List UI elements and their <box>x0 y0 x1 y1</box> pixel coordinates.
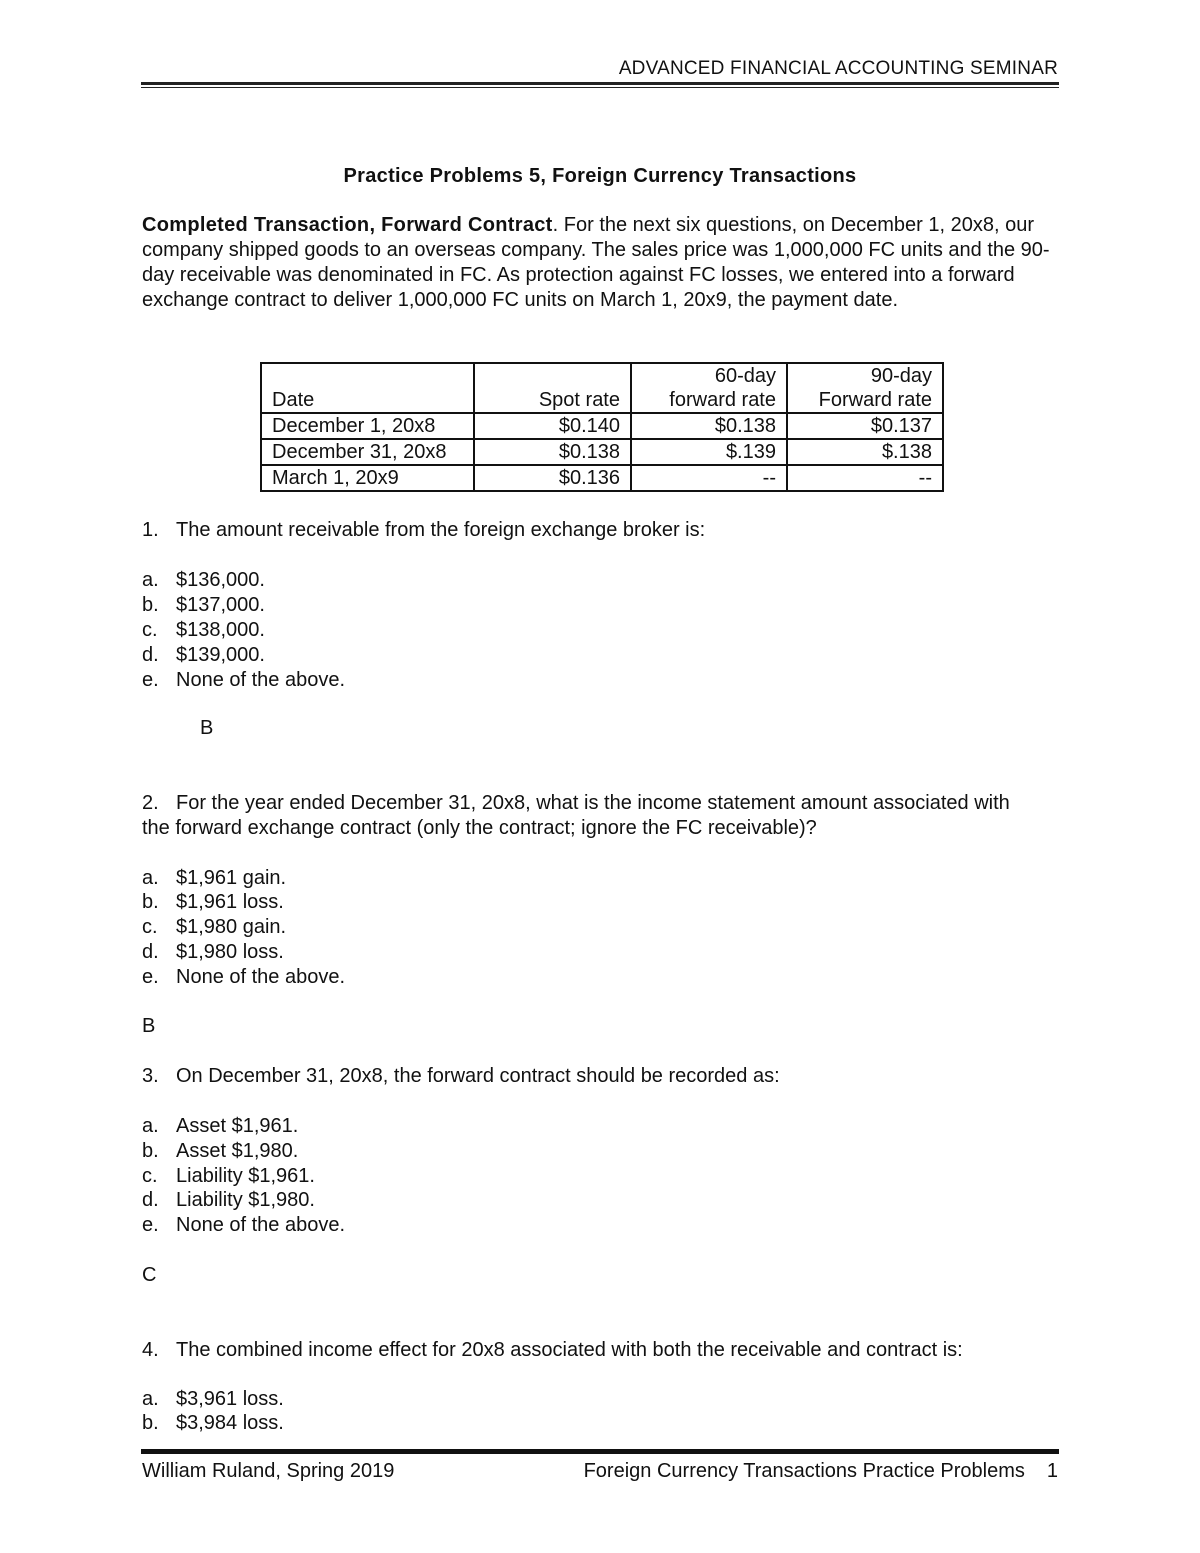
cell-spot: $0.138 <box>474 439 631 465</box>
option-text: Asset $1,961. <box>176 1115 299 1137</box>
cell-fwd60: -- <box>631 465 787 491</box>
question-text: On December 31, 20x8, the forward contract should be recorded as: <box>176 1065 780 1087</box>
option-text: None of the above. <box>176 669 346 691</box>
question-number: 3. <box>142 1065 159 1087</box>
option-text: $138,000. <box>176 619 265 641</box>
option-label: c. <box>142 1165 158 1187</box>
option-text: $139,000. <box>176 644 265 666</box>
option <box>142 866 286 891</box>
option-label: e. <box>142 669 159 691</box>
header-60-day-bottom: forward rate <box>669 389 776 411</box>
cell-fwd60: $0.138 <box>631 413 787 439</box>
cell-fwd90: -- <box>787 465 943 491</box>
option-text: $136,000. <box>176 569 265 591</box>
question-number: 4. <box>142 1339 159 1361</box>
answer: B <box>200 717 214 739</box>
header-60-day-top: 60-day <box>714 365 776 387</box>
intro-text: . For the next six questions, on December 1, 20x8, our company shipped goods to an overseas company. The sales price was 1,000,000 FC units and the 90-day receivable was denominated in FC. As protection against FC losses, we entered into a forward exchange contract to deliver 1,000,000 FC units on March 1, 20x9, the payment date. <box>142 214 1050 311</box>
exchange-rate-table <box>260 362 944 492</box>
question-3 <box>142 1064 780 1089</box>
option-text: Liability $1,961. <box>176 1165 315 1187</box>
option-label: d. <box>142 1189 159 1211</box>
option-label: a. <box>142 1388 159 1410</box>
option-label: e. <box>142 966 159 988</box>
cell-date: March 1, 20x9 <box>261 465 474 491</box>
question-text: The amount receivable from the foreign exchange broker is: <box>176 519 706 541</box>
option <box>142 1139 298 1164</box>
page-title: Practice Problems 5, Foreign Currency Transactions <box>343 165 857 187</box>
question-1 <box>142 518 705 543</box>
option-label: b. <box>142 891 159 913</box>
option <box>142 965 345 990</box>
cell-fwd90: $.138 <box>787 439 943 465</box>
option-text: $1,961 gain. <box>176 867 287 889</box>
option <box>142 1387 284 1412</box>
cell-spot: $0.140 <box>474 413 631 439</box>
footer-rule <box>141 1449 1059 1454</box>
option-label: d. <box>142 644 159 666</box>
page-number: 1 <box>1046 1460 1058 1482</box>
header-90-day-top: 90-day <box>870 365 932 387</box>
option-label: e. <box>142 1214 159 1236</box>
footer-author: William Ruland, Spring 2019 <box>142 1460 395 1482</box>
question-text: The combined income effect for 20x8 associated with both the receivable and contract is: <box>176 1339 963 1361</box>
footer-doc-title: Foreign Currency Transactions Practice Problems <box>583 1460 1025 1482</box>
option-text: $3,961 loss. <box>176 1388 284 1410</box>
cell-date: December 31, 20x8 <box>261 439 474 465</box>
intro-heading: Completed Transaction, Forward Contract <box>142 214 553 236</box>
cell-fwd60: $.139 <box>631 439 787 465</box>
answer: B <box>142 1015 156 1037</box>
header-90-day-rate <box>787 363 943 413</box>
question-4 <box>142 1338 963 1363</box>
option-label: c. <box>142 916 158 938</box>
option <box>142 1411 284 1436</box>
option-text: $137,000. <box>176 594 265 616</box>
question-number: 2. <box>142 792 159 814</box>
cell-fwd90: $0.137 <box>787 413 943 439</box>
table-row <box>261 465 943 491</box>
header-rule <box>141 82 1059 85</box>
answer: C <box>142 1264 157 1286</box>
option-label: a. <box>142 867 159 889</box>
footer-right <box>584 1460 1058 1483</box>
option-text: $1,980 loss. <box>176 941 284 963</box>
option-text: Asset $1,980. <box>176 1140 299 1162</box>
question-text: For the year ended December 31, 20x8, what is the income statement amount associated with the forward exchange contract (only the contract; ignore the FC receivable)? <box>142 792 1010 839</box>
option-text: None of the above. <box>176 966 346 988</box>
header-90-day-bottom: Forward rate <box>818 389 932 411</box>
option <box>142 668 345 693</box>
option <box>142 1114 298 1139</box>
option <box>142 593 265 618</box>
running-header: ADVANCED FINANCIAL ACCOUNTING SEMINAR <box>618 58 1058 79</box>
option-text: Liability $1,980. <box>176 1189 315 1211</box>
option-label: b. <box>142 594 159 616</box>
option-label: a. <box>142 1115 159 1137</box>
option-label: c. <box>142 619 158 641</box>
question-number: 1. <box>142 519 159 541</box>
option-text: None of the above. <box>176 1214 346 1236</box>
option <box>142 568 265 593</box>
option <box>142 1164 315 1189</box>
option <box>142 1213 345 1238</box>
intro-paragraph <box>142 213 1062 313</box>
option-text: $1,980 gain. <box>176 916 287 938</box>
cell-spot: $0.136 <box>474 465 631 491</box>
option-label: a. <box>142 569 159 591</box>
header-spot-rate: Spot rate <box>474 363 631 413</box>
option <box>142 890 284 915</box>
option <box>142 915 286 940</box>
header-date: Date <box>261 363 474 413</box>
option-text: $3,984 loss. <box>176 1412 284 1434</box>
cell-date: December 1, 20x8 <box>261 413 474 439</box>
option <box>142 643 265 668</box>
table-header-row <box>261 363 943 413</box>
option-label: d. <box>142 941 159 963</box>
option <box>142 1188 315 1213</box>
option-label: b. <box>142 1412 159 1434</box>
option-text: $1,961 loss. <box>176 891 284 913</box>
option-label: b. <box>142 1140 159 1162</box>
option <box>142 940 284 965</box>
table-row <box>261 413 943 439</box>
header-rule-thin <box>141 87 1059 88</box>
table-row <box>261 439 943 465</box>
question-2 <box>142 791 1042 841</box>
option <box>142 618 265 643</box>
header-60-day-rate <box>631 363 787 413</box>
